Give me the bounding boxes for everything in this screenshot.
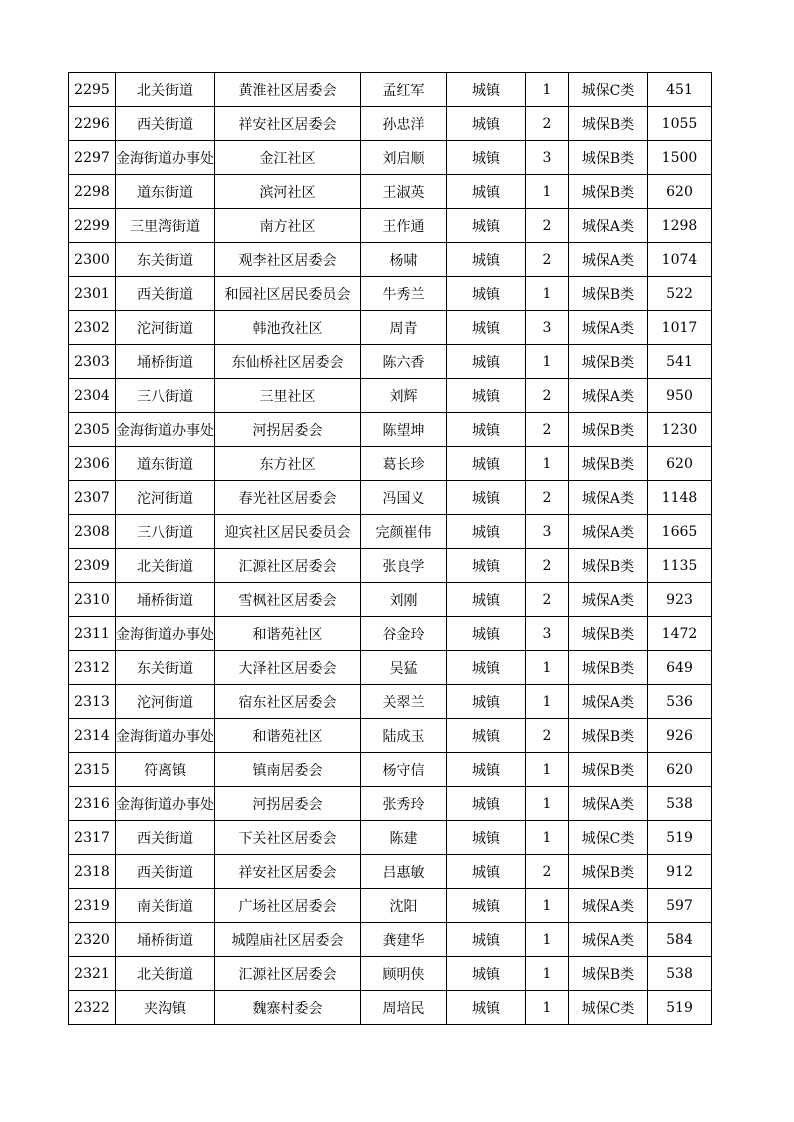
street-office-cell: 金海街道办事处 [116, 413, 215, 447]
benefit-amount-cell: 1472 [648, 617, 712, 651]
person-name-cell: 龚建华 [361, 923, 447, 957]
street-office-cell: 东关街道 [116, 651, 215, 685]
insurance-category-cell: 城保C类 [569, 821, 648, 855]
street-office-cell: 道东街道 [116, 447, 215, 481]
insurance-category-cell: 城保A类 [569, 481, 648, 515]
person-name-cell: 孙忠洋 [361, 107, 447, 141]
person-name-cell: 沈阳 [361, 889, 447, 923]
benefit-amount-cell: 541 [648, 345, 712, 379]
table-row [69, 889, 712, 923]
table-row [69, 345, 712, 379]
household-type-cell: 城镇 [447, 243, 526, 277]
street-office-cell: 西关街道 [116, 821, 215, 855]
insurance-category-cell: 城保A类 [569, 515, 648, 549]
benefit-amount-cell: 538 [648, 957, 712, 991]
benefit-amount-cell: 649 [648, 651, 712, 685]
member-count-cell: 2 [526, 209, 569, 243]
household-type-cell: 城镇 [447, 175, 526, 209]
table-row [69, 379, 712, 413]
street-office-cell: 符离镇 [116, 753, 215, 787]
household-type-cell: 城镇 [447, 413, 526, 447]
street-office-cell: 金海街道办事处 [116, 719, 215, 753]
member-count-cell: 2 [526, 481, 569, 515]
record-number-cell: 2306 [69, 447, 116, 481]
insurance-category-cell: 城保B类 [569, 719, 648, 753]
table-row [69, 413, 712, 447]
street-office-cell: 东关街道 [116, 243, 215, 277]
household-type-cell: 城镇 [447, 889, 526, 923]
record-number-cell: 2309 [69, 549, 116, 583]
insurance-category-cell: 城保B类 [569, 957, 648, 991]
member-count-cell: 1 [526, 175, 569, 209]
community-name-cell: 三里社区 [215, 379, 361, 413]
member-count-cell: 1 [526, 345, 569, 379]
street-office-cell: 夹沟镇 [116, 991, 215, 1025]
insurance-category-cell: 城保B类 [569, 277, 648, 311]
street-office-cell: 三里湾街道 [116, 209, 215, 243]
community-name-cell: 金江社区 [215, 141, 361, 175]
community-name-cell: 河拐居委会 [215, 787, 361, 821]
table-row [69, 583, 712, 617]
insurance-category-cell: 城保A类 [569, 209, 648, 243]
person-name-cell: 陈望坤 [361, 413, 447, 447]
household-type-cell: 城镇 [447, 515, 526, 549]
household-type-cell: 城镇 [447, 107, 526, 141]
table-row [69, 175, 712, 209]
community-name-cell: 大泽社区居委会 [215, 651, 361, 685]
record-number-cell: 2297 [69, 141, 116, 175]
community-name-cell: 镇南居委会 [215, 753, 361, 787]
person-name-cell: 张良学 [361, 549, 447, 583]
member-count-cell: 1 [526, 787, 569, 821]
benefit-amount-cell: 584 [648, 923, 712, 957]
street-office-cell: 西关街道 [116, 107, 215, 141]
record-number-cell: 2318 [69, 855, 116, 889]
community-name-cell: 东仙桥社区居委会 [215, 345, 361, 379]
insurance-category-cell: 城保B类 [569, 549, 648, 583]
household-type-cell: 城镇 [447, 583, 526, 617]
household-type-cell: 城镇 [447, 141, 526, 175]
community-name-cell: 祥安社区居委会 [215, 855, 361, 889]
record-number-cell: 2308 [69, 515, 116, 549]
member-count-cell: 1 [526, 651, 569, 685]
benefit-amount-cell: 522 [648, 277, 712, 311]
record-number-cell: 2304 [69, 379, 116, 413]
record-number-cell: 2300 [69, 243, 116, 277]
community-name-cell: 迎宾社区居民委员会 [215, 515, 361, 549]
member-count-cell: 2 [526, 719, 569, 753]
record-number-cell: 2301 [69, 277, 116, 311]
record-number-cell: 2310 [69, 583, 116, 617]
person-name-cell: 谷金玲 [361, 617, 447, 651]
street-office-cell: 北关街道 [116, 549, 215, 583]
member-count-cell: 3 [526, 141, 569, 175]
member-count-cell: 1 [526, 957, 569, 991]
street-office-cell: 金海街道办事处 [116, 617, 215, 651]
street-office-cell: 北关街道 [116, 957, 215, 991]
insurance-category-cell: 城保A类 [569, 889, 648, 923]
table-row [69, 685, 712, 719]
table-row [69, 617, 712, 651]
insurance-category-cell: 城保A类 [569, 379, 648, 413]
insurance-category-cell: 城保B类 [569, 651, 648, 685]
record-number-cell: 2295 [69, 73, 116, 107]
person-name-cell: 陈六香 [361, 345, 447, 379]
benefit-amount-cell: 950 [648, 379, 712, 413]
benefit-amount-cell: 1148 [648, 481, 712, 515]
member-count-cell: 2 [526, 583, 569, 617]
community-name-cell: 汇源社区居委会 [215, 549, 361, 583]
insurance-category-cell: 城保B类 [569, 855, 648, 889]
person-name-cell: 王淑英 [361, 175, 447, 209]
benefit-amount-cell: 926 [648, 719, 712, 753]
community-name-cell: 和园社区居民委员会 [215, 277, 361, 311]
table-row [69, 481, 712, 515]
household-type-cell: 城镇 [447, 481, 526, 515]
community-name-cell: 下关社区居委会 [215, 821, 361, 855]
person-name-cell: 刘辉 [361, 379, 447, 413]
community-name-cell: 魏寨村委会 [215, 991, 361, 1025]
household-type-cell: 城镇 [447, 73, 526, 107]
table-row [69, 311, 712, 345]
household-type-cell: 城镇 [447, 345, 526, 379]
member-count-cell: 2 [526, 549, 569, 583]
community-name-cell: 祥安社区居委会 [215, 107, 361, 141]
benefit-amount-cell: 1665 [648, 515, 712, 549]
insurance-category-cell: 城保A类 [569, 787, 648, 821]
member-count-cell: 1 [526, 685, 569, 719]
record-number-cell: 2321 [69, 957, 116, 991]
insurance-category-cell: 城保C类 [569, 991, 648, 1025]
household-type-cell: 城镇 [447, 991, 526, 1025]
member-count-cell: 1 [526, 73, 569, 107]
community-name-cell: 广场社区居委会 [215, 889, 361, 923]
table-row [69, 447, 712, 481]
community-name-cell: 和谐苑社区 [215, 719, 361, 753]
insurance-category-cell: 城保B类 [569, 345, 648, 379]
benefit-amount-cell: 538 [648, 787, 712, 821]
household-type-cell: 城镇 [447, 617, 526, 651]
table-row [69, 549, 712, 583]
roster-table [68, 72, 712, 1025]
person-name-cell: 周青 [361, 311, 447, 345]
member-count-cell: 1 [526, 923, 569, 957]
record-number-cell: 2316 [69, 787, 116, 821]
benefit-amount-cell: 923 [648, 583, 712, 617]
benefit-amount-cell: 620 [648, 753, 712, 787]
table-row [69, 243, 712, 277]
member-count-cell: 2 [526, 243, 569, 277]
table-row [69, 991, 712, 1025]
member-count-cell: 1 [526, 889, 569, 923]
person-name-cell: 张秀玲 [361, 787, 447, 821]
record-number-cell: 2314 [69, 719, 116, 753]
table-row [69, 855, 712, 889]
table-row [69, 73, 712, 107]
table-row [69, 923, 712, 957]
table-row [69, 515, 712, 549]
household-type-cell: 城镇 [447, 719, 526, 753]
street-office-cell: 三八街道 [116, 515, 215, 549]
household-type-cell: 城镇 [447, 957, 526, 991]
community-name-cell: 滨河社区 [215, 175, 361, 209]
community-name-cell: 观李社区居委会 [215, 243, 361, 277]
community-name-cell: 雪枫社区居委会 [215, 583, 361, 617]
community-name-cell: 河拐居委会 [215, 413, 361, 447]
person-name-cell: 刘启顺 [361, 141, 447, 175]
record-number-cell: 2311 [69, 617, 116, 651]
member-count-cell: 1 [526, 991, 569, 1025]
household-type-cell: 城镇 [447, 311, 526, 345]
benefit-amount-cell: 1135 [648, 549, 712, 583]
person-name-cell: 牛秀兰 [361, 277, 447, 311]
benefit-amount-cell: 519 [648, 991, 712, 1025]
insurance-category-cell: 城保B类 [569, 107, 648, 141]
household-type-cell: 城镇 [447, 277, 526, 311]
member-count-cell: 3 [526, 515, 569, 549]
member-count-cell: 3 [526, 311, 569, 345]
community-name-cell: 韩池孜社区 [215, 311, 361, 345]
table-row [69, 753, 712, 787]
street-office-cell: 埇桥街道 [116, 923, 215, 957]
table-row [69, 277, 712, 311]
benefit-amount-cell: 620 [648, 175, 712, 209]
benefit-amount-cell: 620 [648, 447, 712, 481]
member-count-cell: 1 [526, 447, 569, 481]
person-name-cell: 完颜崔伟 [361, 515, 447, 549]
insurance-category-cell: 城保A类 [569, 243, 648, 277]
person-name-cell: 吴猛 [361, 651, 447, 685]
benefit-amount-cell: 597 [648, 889, 712, 923]
community-name-cell: 汇源社区居委会 [215, 957, 361, 991]
record-number-cell: 2296 [69, 107, 116, 141]
table-row [69, 141, 712, 175]
street-office-cell: 南关街道 [116, 889, 215, 923]
member-count-cell: 2 [526, 413, 569, 447]
member-count-cell: 2 [526, 855, 569, 889]
benefit-amount-cell: 1500 [648, 141, 712, 175]
street-office-cell: 埇桥街道 [116, 583, 215, 617]
street-office-cell: 沱河街道 [116, 481, 215, 515]
record-number-cell: 2317 [69, 821, 116, 855]
person-name-cell: 冯国义 [361, 481, 447, 515]
record-number-cell: 2298 [69, 175, 116, 209]
person-name-cell: 葛长珍 [361, 447, 447, 481]
insurance-category-cell: 城保B类 [569, 413, 648, 447]
table-row [69, 957, 712, 991]
insurance-category-cell: 城保B类 [569, 175, 648, 209]
community-name-cell: 和谐苑社区 [215, 617, 361, 651]
roster-table-body [69, 73, 712, 1025]
record-number-cell: 2303 [69, 345, 116, 379]
insurance-category-cell: 城保A类 [569, 583, 648, 617]
person-name-cell: 顾明侠 [361, 957, 447, 991]
record-number-cell: 2319 [69, 889, 116, 923]
insurance-category-cell: 城保B类 [569, 447, 648, 481]
table-row [69, 107, 712, 141]
record-number-cell: 2313 [69, 685, 116, 719]
member-count-cell: 1 [526, 753, 569, 787]
person-name-cell: 杨啸 [361, 243, 447, 277]
street-office-cell: 北关街道 [116, 73, 215, 107]
insurance-category-cell: 城保B类 [569, 753, 648, 787]
person-name-cell: 关翠兰 [361, 685, 447, 719]
insurance-category-cell: 城保A类 [569, 311, 648, 345]
benefit-amount-cell: 1074 [648, 243, 712, 277]
community-name-cell: 宿东社区居委会 [215, 685, 361, 719]
community-name-cell: 南方社区 [215, 209, 361, 243]
household-type-cell: 城镇 [447, 209, 526, 243]
household-type-cell: 城镇 [447, 379, 526, 413]
community-name-cell: 黄淮社区居委会 [215, 73, 361, 107]
record-number-cell: 2307 [69, 481, 116, 515]
table-row [69, 209, 712, 243]
street-office-cell: 沱河街道 [116, 685, 215, 719]
street-office-cell: 沱河街道 [116, 311, 215, 345]
member-count-cell: 3 [526, 617, 569, 651]
table-row [69, 719, 712, 753]
insurance-category-cell: 城保B类 [569, 141, 648, 175]
member-count-cell: 1 [526, 277, 569, 311]
person-name-cell: 陈建 [361, 821, 447, 855]
insurance-category-cell: 城保A类 [569, 685, 648, 719]
person-name-cell: 刘刚 [361, 583, 447, 617]
household-type-cell: 城镇 [447, 447, 526, 481]
household-type-cell: 城镇 [447, 753, 526, 787]
person-name-cell: 孟红军 [361, 73, 447, 107]
benefit-amount-cell: 1230 [648, 413, 712, 447]
community-name-cell: 春光社区居委会 [215, 481, 361, 515]
table-row [69, 787, 712, 821]
record-number-cell: 2312 [69, 651, 116, 685]
benefit-amount-cell: 519 [648, 821, 712, 855]
benefit-amount-cell: 1055 [648, 107, 712, 141]
street-office-cell: 埇桥街道 [116, 345, 215, 379]
insurance-category-cell: 城保B类 [569, 617, 648, 651]
street-office-cell: 金海街道办事处 [116, 141, 215, 175]
insurance-category-cell: 城保C类 [569, 73, 648, 107]
record-number-cell: 2322 [69, 991, 116, 1025]
member-count-cell: 1 [526, 821, 569, 855]
member-count-cell: 2 [526, 379, 569, 413]
record-number-cell: 2302 [69, 311, 116, 345]
person-name-cell: 陆成玉 [361, 719, 447, 753]
household-type-cell: 城镇 [447, 787, 526, 821]
benefit-amount-cell: 1017 [648, 311, 712, 345]
benefit-amount-cell: 451 [648, 73, 712, 107]
record-number-cell: 2299 [69, 209, 116, 243]
community-name-cell: 城隍庙社区居委会 [215, 923, 361, 957]
table-row [69, 651, 712, 685]
member-count-cell: 2 [526, 107, 569, 141]
record-number-cell: 2320 [69, 923, 116, 957]
person-name-cell: 杨守信 [361, 753, 447, 787]
benefit-amount-cell: 912 [648, 855, 712, 889]
street-office-cell: 西关街道 [116, 277, 215, 311]
household-type-cell: 城镇 [447, 651, 526, 685]
benefit-amount-cell: 536 [648, 685, 712, 719]
street-office-cell: 西关街道 [116, 855, 215, 889]
street-office-cell: 金海街道办事处 [116, 787, 215, 821]
community-name-cell: 东方社区 [215, 447, 361, 481]
household-type-cell: 城镇 [447, 549, 526, 583]
person-name-cell: 周培民 [361, 991, 447, 1025]
person-name-cell: 王作通 [361, 209, 447, 243]
household-type-cell: 城镇 [447, 821, 526, 855]
insurance-category-cell: 城保A类 [569, 923, 648, 957]
table-row [69, 821, 712, 855]
record-number-cell: 2305 [69, 413, 116, 447]
street-office-cell: 道东街道 [116, 175, 215, 209]
household-type-cell: 城镇 [447, 685, 526, 719]
street-office-cell: 三八街道 [116, 379, 215, 413]
person-name-cell: 吕惠敏 [361, 855, 447, 889]
household-type-cell: 城镇 [447, 923, 526, 957]
record-number-cell: 2315 [69, 753, 116, 787]
household-type-cell: 城镇 [447, 855, 526, 889]
benefit-amount-cell: 1298 [648, 209, 712, 243]
